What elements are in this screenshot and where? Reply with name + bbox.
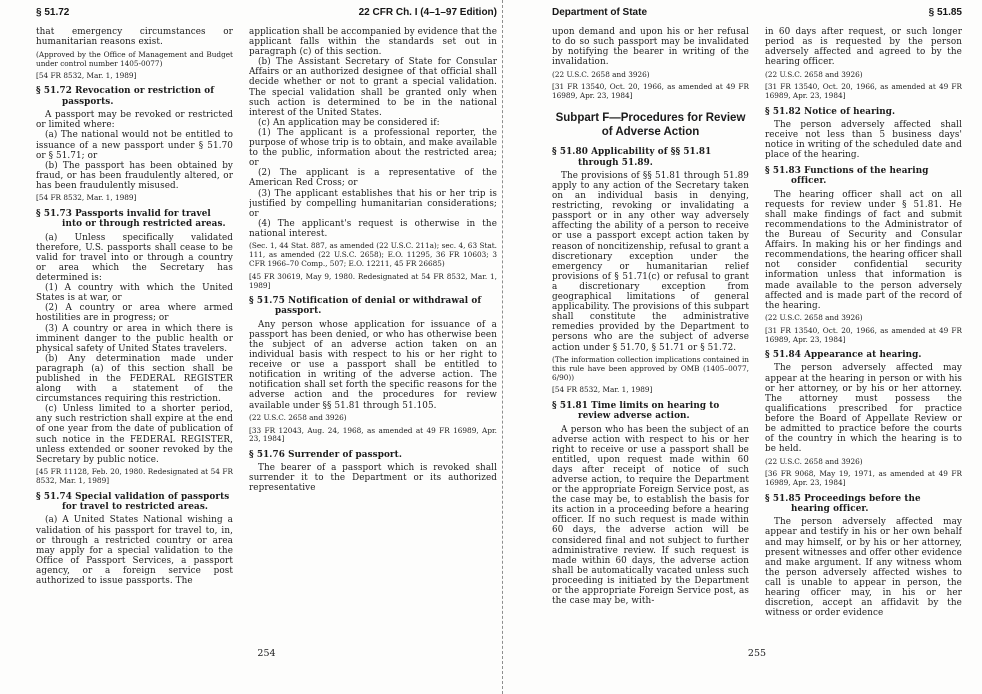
citation: [54 FR 8532, Mar. 1, 1989] [36,193,137,203]
section-heading: § 51.73 Passports invalid for travel into or through restricted areas. [36,208,226,230]
citation: [54 FR 8532, Mar. 1, 1989] [552,385,653,395]
paragraph: (b) The Assistant Secretary of State for Consular Affairs or an authorized designee of that official shall decide whether or not to grant a special validation. The special validation shall be granted only when such action is determined to be in the national interest of the United States. [249,57,497,118]
page-left-column-2 [249,27,497,649]
section-heading: § 51.72 Revocation or restriction of passports. [36,86,215,107]
citation: [31 FR 13540, Oct. 20, 1966, as amended at 49 FR 16989, Apr. 23, 1984] [765,82,962,101]
citation: [45 FR 11128, Feb. 20, 1980. Redesignated at 54 FR 8532, Mar. 1, 1989] [36,467,233,486]
citation: [31 FR 13540, Oct. 20, 1966, as amended at 49 FR 16989, Apr. 23, 1984] [765,325,962,344]
paragraph: A person who has been the subject of an adverse action with respect to his or her right to receive or use a passport shall be entitled, upon request made within 60 days after receipt of notice of such adverse action, to require the Department or the appropriate Foreign Service post, as the case may be, to establish the basis for its action in a proceeding before a hearing officer. If no such request is made within 60 days, the adverse action will be considered final and not subject to further administrative review. If such request is made within 60 days, the adverse action shall be automatically vacated unless such proceeding is initiated by the Department or the appropriate Foreign Service post, as the case may be, with- [552,424,749,607]
page-number-left: 254 [257,648,276,659]
citation: [31 FR 13540, Oct. 20, 1966, as amended at 49 FR 16989, Apr. 23, 1984] [552,82,749,101]
page-right-columns [552,27,962,649]
paragraph: (1) The applicant is a professional reporter, the purpose of whose trip is to obtain, and make available to the public, information about the restricted area; or [249,127,497,169]
paragraph: (a) Unless specifically validated therefore, U.S. passports shall cease to be valid for travel into or through a country or area which the Secretary has determined is: [36,232,233,284]
citation: (22 U.S.C. 2658 and 3926) [249,413,347,423]
paragraph: (4) The applicant's request is otherwise in the national interest. [249,218,497,239]
page-number-right: 255 [747,648,767,659]
section-heading: § 51.85 Proceedings before the hearing officer. [765,493,921,514]
page-right-column-2 [765,27,962,649]
page-left [36,0,497,649]
section-heading: § 51.84 Appearance at hearing. [765,350,922,361]
paragraph: (1) A country with which the United States is at war, or [36,283,233,304]
citation: (22 U.S.C. 2658 and 3926) [765,313,863,323]
citation: [45 FR 30619, May 9, 1980. Redesignated at 54 FR 8532, Mar. 1, 1989] [249,271,497,290]
header-edition-title: 22 CFR Ch. I (4–1–97 Edition) [358,7,497,18]
citation: [33 FR 12043, Aug. 24, 1968, as amended at 49 FR 16989, Apr. 23, 1984] [249,425,497,444]
paragraph: (b) Any determination made under paragraph (a) of this section shall be published in the FEDERAL REGISTER along with a statement of the circumstances requiring this restriction. [36,353,233,405]
paragraph: (b) The passport has been obtained by fraud, or has been fraudulently altered, or has been fraudulently misused. [36,160,233,191]
subpart-heading: Subpart F—Procedures for Review of Adverse Action [555,112,746,138]
page-left-columns [36,27,497,649]
section-heading: § 51.74 Special validation of passports for travel to restricted areas. [36,491,230,513]
page-fold-divider [502,0,503,694]
paragraph-continued: upon demand and upon his or her refusal to do so such passport may be invalidated by notifying the bearer in writing of the invalidation. [552,27,749,68]
paragraph: A passport may be revoked or restricted or limited where: [36,110,233,131]
paragraph: The bearer of a passport which is revoked shall surrender it to the Department or its authorized representative [249,463,497,494]
citation: (22 U.S.C. 2658 and 3926) [765,456,863,466]
section-heading: § 51.76 Surrender of passport. [249,449,402,460]
page-left-column-1 [36,27,233,649]
paragraph: (2) The applicant is a representative of the American Red Cross; or [249,168,497,189]
citation: [36 FR 9068, May 19, 1971, as amended at 49 FR 16989, Apr. 23, 1984] [765,469,962,488]
paragraph: (c) Unless limited to a shorter period, any such restriction shall expire at the end of one year from the date of publication of such notice in the FEDERAL REGISTER, unless extended or sooner revoked by the Secretary by public notice. [36,404,233,465]
page-right-header [552,0,962,19]
citation: (22 U.S.C. 2658 and 3926) [552,69,650,79]
section-heading: § 51.75 Notification of denial or withdrawal of passport. [249,296,482,317]
citation: (Approved by the Office of Management and Budget under control number 1405-0077) [36,49,233,68]
paragraph: (c) An application may be considered if: [258,117,440,128]
paragraph: (3) The applicant establishes that his or her trip is justified by compelling humanitarian considerations; or [249,188,497,219]
section-heading: § 51.83 Functions of the hearing officer. [765,165,929,187]
paragraph: The provisions of §§ 51.81 through 51.89 apply to any action of the Secretary taken on an individual basis in denying, restricting, revoking or invalidating a passport or in any other way adversely affecting the ability of a person to receive or use a passport except action taken by reason of noncitizenship, refusal to grant a discretionary exception under the emergency or humanitarian relief provisions of § 51.71(c) or refusal to grant a discretionary exception from geographical limitations of general applicability. The provisions of this subpart shall constitute the administrative remedies provided by the Department to persons who are the subject of adverse action under § 51.70, § 51.71 or § 51.72. [552,170,749,353]
header-department-title: Department of State [552,7,648,18]
page-right-column-1 [552,27,749,649]
paragraph: The hearing officer shall act on all requests for review under § 51.81. He shall make findings of fact and submit recommendations to the Administrator of the Bureau of Security and Consular Affairs. In making his or her findings and recommendations, the hearing officer shall not consider confidential security information unless that information is made available to the person adversely affected and is made part of the record of the hearing. [765,189,962,311]
paragraph: The person adversely affected may appear at the hearing in person or with his or her attorney, or by his or her attorney. The attorney must possess the qualifications prescribed for practice before the Board of Appellate Review or be admitted to practice before the courts of the country in which the hearing is to be held. [765,363,962,455]
citation: (The information collection implications contained in this rule have been approved by OMB (1405–0077, 6/90)) [552,355,749,382]
page-right [552,0,962,649]
paragraph: The person adversely affected may appear and testify in his or her own behalf and may himself, or by his or her attorney, present witnesses and offer other evidence and make argument. If any witness whom the person adversely affected wishes to call is unable to appear in person, the hearing officer may, in his or her discretion, accept an affidavit by the witness or order evidence [765,517,962,619]
citation: [54 FR 8532, Mar. 1, 1989] [36,71,137,80]
section-heading: § 51.80 Applicability of §§ 51.81 through 51.89. [552,147,712,168]
paragraph: The person adversely affected shall receive not less than 5 business days' notice in writing of the scheduled date and place of the hearing. [765,120,962,161]
citation: (22 U.S.C. 2658 and 3926) [765,69,863,79]
section-heading: § 51.82 Notice of hearing. [765,106,896,117]
paragraph-continued: in 60 days after request, or such longer period as is requested by the person adversely affected and agreed to by the hearing officer. [765,27,962,68]
paragraph: (3) A country or area in which there is imminent danger to the public health or physical safety of United States travelers. [36,323,233,354]
paragraph-continued: application shall be accompanied by evidence that the applicant falls within the standards set out in paragraph (c) of this section. [249,27,497,58]
header-section-ref: § 51.72 [36,7,70,18]
paragraph: (2) A country or area where armed hostilities are in progress; or [36,303,233,324]
page-left-header [36,0,497,19]
paragraph: (a) The national would not be entitled to issuance of a new passport under § 51.70 or § 51.71; or [36,130,233,161]
paragraph: Any person whose application for issuance of a passport has been denied, or who has otherwise been the subject of an adverse action taken on an individual basis with respect to his or her right to receive or use a passport shall be entitled to notification in writing of the adverse action. The notification shall set forth the specific reasons for the adverse action and the procedures for review available under §§ 51.81 through 51.105. [249,319,497,411]
paragraph: (a) A United States National wishing a validation of his passport for travel to, in, or through a restricted country or area may apply for a special validation to the Office of Passport Services, a passport agency, or a foreign service post authorized to issue passports. The [36,515,233,587]
header-section-ref: § 51.85 [928,7,962,18]
section-heading: § 51.81 Time limits on hearing to review adverse action. [552,400,720,422]
paragraph-continued: that emergency circumstances or humanitarian reasons exist. [36,27,233,48]
citation: (Sec. 1, 44 Stat. 887, as amended (22 U.S.C. 211a); sec. 4, 63 Stat. 111, as amended (22 U.S.C. 2658); E.O. 11295, 36 FR 10603; 3 CFR 1966–70 Comp., 507; E.O. 12211, 45 FR 26685) [249,241,497,269]
